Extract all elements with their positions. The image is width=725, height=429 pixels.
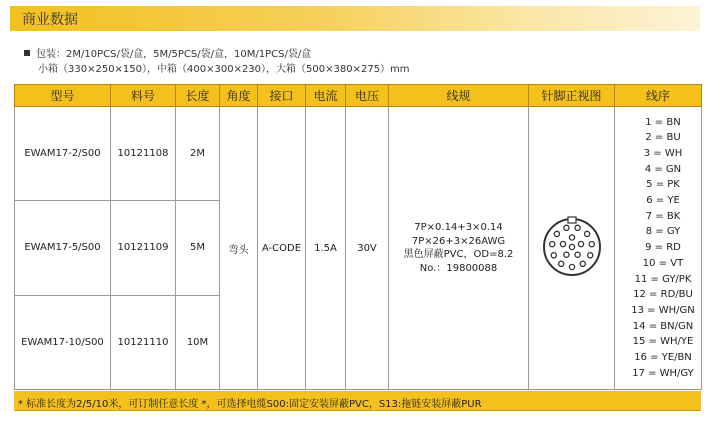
- wire-order-item: 8 = GY: [645, 226, 681, 238]
- header-current: 电流: [306, 85, 346, 107]
- footer-note: * 标准长度为2/5/10米，可订制任意长度 *，可选择电缆S00:固定安装屏蔽PVC，S13:拖链安装屏蔽PUR: [18, 399, 482, 410]
- wire-order-item: 14 = BN/GN: [632, 320, 694, 332]
- connector-pin: [560, 241, 565, 246]
- model-cell: EWAM17-10/S00: [15, 295, 111, 389]
- wire-order-item: 15 = WH/YE: [632, 336, 694, 348]
- header-interface: 接口: [258, 85, 306, 107]
- wire-order-item: 13 = WH/GN: [631, 304, 695, 316]
- connector-pin: [580, 261, 585, 266]
- connector-pin: [558, 261, 563, 266]
- angle-cell: 弯头: [220, 107, 258, 390]
- wire-order-item: 11 = GY/PK: [634, 273, 692, 285]
- header-model: 型号: [15, 85, 111, 107]
- wire-spec-cell: [389, 107, 529, 390]
- header-part-number: 料号: [111, 85, 176, 107]
- connector-pin: [551, 252, 556, 257]
- wire-order-item: 1 = BN: [645, 116, 681, 128]
- connector-pin: [563, 252, 568, 257]
- part-cell: 10121108: [111, 107, 176, 201]
- header-wire-spec: 线规: [389, 85, 529, 107]
- model-cell: EWAM17-5/S00: [15, 201, 111, 295]
- packaging-line-1: 包装：2M/10PCS/袋/盒，5M/5PCS/袋/盒，10M/1PCS/袋/盒: [36, 49, 312, 60]
- table-row: [15, 107, 702, 201]
- header-wire-order: 线序: [615, 85, 702, 107]
- wire-spec-line: 7P×26+3×26AWG: [411, 235, 506, 247]
- connector-pin: [584, 231, 589, 236]
- packaging-info: [24, 45, 311, 60]
- wire-order-item: 5 = PK: [646, 179, 680, 191]
- header-angle: 角度: [220, 85, 258, 107]
- connector-pin-diagram: [540, 215, 604, 279]
- bullet-icon: [24, 50, 30, 56]
- connector-pin: [563, 225, 568, 230]
- connector-pin: [589, 241, 594, 246]
- connector-pin: [569, 264, 574, 269]
- connector-pin: [569, 244, 574, 249]
- section-header-bar: [10, 6, 700, 31]
- part-cell: 10121109: [111, 201, 176, 295]
- current-cell: 1.5A: [306, 107, 346, 390]
- connector-key: [568, 217, 576, 223]
- wire-order-item: 9 = RD: [645, 242, 681, 254]
- length-cell: 10M: [176, 295, 220, 389]
- model-cell: EWAM17-2/S00: [15, 107, 111, 201]
- wire-order-item: 6 = YE: [646, 195, 680, 207]
- connector-pin: [578, 241, 583, 246]
- wire-order-item: 12 = RD/BU: [633, 289, 693, 301]
- voltage-cell: 30V: [346, 107, 389, 390]
- connector-pin: [549, 241, 554, 246]
- wire-order-item: 10 = VT: [642, 257, 684, 269]
- connector-pin: [587, 252, 592, 257]
- interface-cell: A-CODE: [258, 107, 306, 390]
- wire-order-item: 16 = YE/BN: [634, 352, 692, 364]
- wire-order-item: 3 = WH: [643, 147, 683, 159]
- connector-pin: [569, 234, 574, 239]
- table-header-row: [15, 85, 702, 107]
- packaging-line-2: 小箱（330×250×150），中箱（400×300×230），大箱（500×380×275）mm: [38, 64, 410, 75]
- wire-spec-line: 黑色屏蔽PVC，OD=8.2: [403, 249, 514, 260]
- wire-order-item: 4 = GN: [644, 163, 682, 175]
- wire-order-item: 7 = BK: [645, 210, 681, 222]
- section-title: 商业数据: [22, 12, 78, 28]
- connector-pin: [554, 231, 559, 236]
- pin-view-cell: [529, 107, 615, 390]
- length-cell: 5M: [176, 201, 220, 295]
- header-pin-view: 针脚正视图: [529, 85, 615, 107]
- header-length: 长度: [176, 85, 220, 107]
- header-voltage: 电压: [346, 85, 389, 107]
- wire-spec-line: 7P×0.14+3×0.14: [414, 222, 503, 233]
- connector-pin: [575, 252, 580, 257]
- length-cell: 2M: [176, 107, 220, 201]
- wire-spec-line: No.：19800088: [419, 262, 498, 274]
- connector-pin: [575, 225, 580, 230]
- wire-order-item: 17 = WH/GY: [632, 367, 694, 379]
- spec-table: [14, 84, 702, 390]
- wire-order-item: 2 = BU: [645, 132, 681, 144]
- part-cell: 10121110: [111, 295, 176, 389]
- wire-order-cell: [615, 107, 702, 390]
